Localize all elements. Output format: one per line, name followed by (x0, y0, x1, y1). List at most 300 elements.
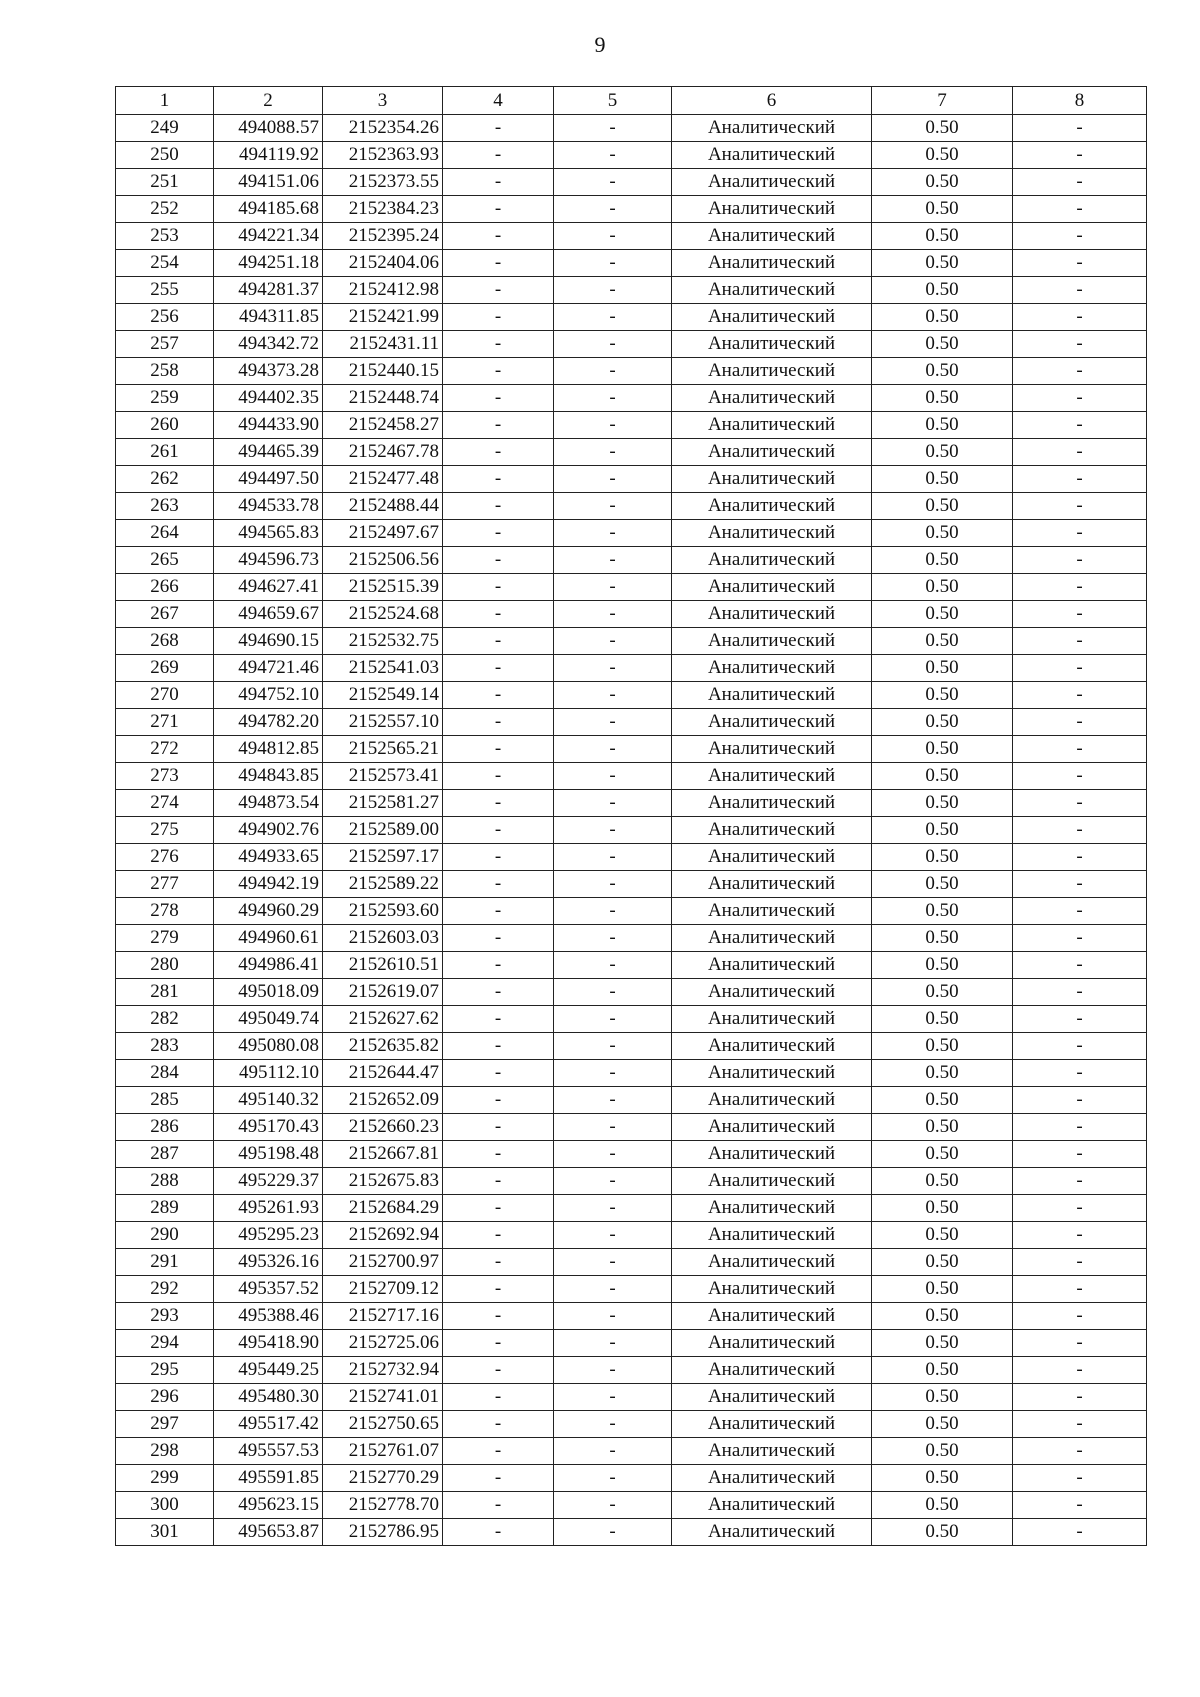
col4-cell: - (443, 1330, 554, 1357)
accuracy-cell: 0.50 (872, 1519, 1013, 1546)
accuracy-cell: 0.50 (872, 1357, 1013, 1384)
method-cell: Аналитический (672, 1168, 872, 1195)
col8-cell: - (1013, 547, 1147, 574)
y-coordinate-cell: 2152597.17 (323, 844, 443, 871)
col8-cell: - (1013, 466, 1147, 493)
accuracy-cell: 0.50 (872, 1006, 1013, 1033)
col5-cell: - (554, 574, 672, 601)
col8-cell: - (1013, 574, 1147, 601)
table-row (116, 1060, 1147, 1087)
y-coordinate-cell: 2152557.10 (323, 709, 443, 736)
method-cell: Аналитический (672, 223, 872, 250)
col4-cell: - (443, 979, 554, 1006)
col4-cell: - (443, 1276, 554, 1303)
table-row (116, 1276, 1147, 1303)
accuracy-cell: 0.50 (872, 169, 1013, 196)
x-coordinate-cell: 495112.10 (214, 1060, 323, 1087)
y-coordinate-cell: 2152725.06 (323, 1330, 443, 1357)
table-row (116, 1222, 1147, 1249)
table-row (116, 493, 1147, 520)
method-cell: Аналитический (672, 547, 872, 574)
col8-cell: - (1013, 1303, 1147, 1330)
y-coordinate-cell: 2152363.93 (323, 142, 443, 169)
y-coordinate-cell: 2152581.27 (323, 790, 443, 817)
accuracy-cell: 0.50 (872, 250, 1013, 277)
method-cell: Аналитический (672, 1357, 872, 1384)
y-coordinate-cell: 2152709.12 (323, 1276, 443, 1303)
table-row (116, 790, 1147, 817)
table-row (116, 250, 1147, 277)
col8-cell: - (1013, 520, 1147, 547)
col8-cell: - (1013, 250, 1147, 277)
point-number-cell: 257 (116, 331, 214, 358)
point-number-cell: 277 (116, 871, 214, 898)
y-coordinate-cell: 2152506.56 (323, 547, 443, 574)
table-row (116, 466, 1147, 493)
point-number-cell: 249 (116, 115, 214, 142)
method-cell: Аналитический (672, 250, 872, 277)
accuracy-cell: 0.50 (872, 412, 1013, 439)
y-coordinate-cell: 2152761.07 (323, 1438, 443, 1465)
point-number-cell: 296 (116, 1384, 214, 1411)
y-coordinate-cell: 2152373.55 (323, 169, 443, 196)
method-cell: Аналитический (672, 817, 872, 844)
col4-cell: - (443, 439, 554, 466)
method-cell: Аналитический (672, 601, 872, 628)
col5-cell: - (554, 952, 672, 979)
col4-cell: - (443, 385, 554, 412)
x-coordinate-cell: 494281.37 (214, 277, 323, 304)
accuracy-cell: 0.50 (872, 790, 1013, 817)
point-number-cell: 298 (116, 1438, 214, 1465)
accuracy-cell: 0.50 (872, 655, 1013, 682)
point-number-cell: 276 (116, 844, 214, 871)
method-cell: Аналитический (672, 277, 872, 304)
y-coordinate-cell: 2152395.24 (323, 223, 443, 250)
method-cell: Аналитический (672, 1465, 872, 1492)
col8-cell: - (1013, 655, 1147, 682)
table-row (116, 412, 1147, 439)
method-cell: Аналитический (672, 952, 872, 979)
table-row (116, 898, 1147, 925)
table-row (116, 196, 1147, 223)
accuracy-cell: 0.50 (872, 277, 1013, 304)
accuracy-cell: 0.50 (872, 385, 1013, 412)
y-coordinate-cell: 2152700.97 (323, 1249, 443, 1276)
col8-cell: - (1013, 1276, 1147, 1303)
col8-cell: - (1013, 196, 1147, 223)
col4-cell: - (443, 1006, 554, 1033)
col8-cell: - (1013, 439, 1147, 466)
x-coordinate-cell: 494311.85 (214, 304, 323, 331)
method-cell: Аналитический (672, 628, 872, 655)
col5-cell: - (554, 1195, 672, 1222)
col4-cell: - (443, 169, 554, 196)
col4-cell: - (443, 493, 554, 520)
point-number-cell: 299 (116, 1465, 214, 1492)
col5-cell: - (554, 1357, 672, 1384)
point-number-cell: 287 (116, 1141, 214, 1168)
point-number-cell: 262 (116, 466, 214, 493)
table-row (116, 844, 1147, 871)
method-cell: Аналитический (672, 682, 872, 709)
col5-cell: - (554, 925, 672, 952)
x-coordinate-cell: 495449.25 (214, 1357, 323, 1384)
col4-cell: - (443, 1249, 554, 1276)
table-row (116, 574, 1147, 601)
y-coordinate-cell: 2152635.82 (323, 1033, 443, 1060)
x-coordinate-cell: 494933.65 (214, 844, 323, 871)
x-coordinate-cell: 494373.28 (214, 358, 323, 385)
col5-cell: - (554, 1249, 672, 1276)
col4-cell: - (443, 1357, 554, 1384)
column-header: 7 (872, 87, 1013, 115)
y-coordinate-cell: 2152717.16 (323, 1303, 443, 1330)
x-coordinate-cell: 494402.35 (214, 385, 323, 412)
col8-cell: - (1013, 628, 1147, 655)
accuracy-cell: 0.50 (872, 1276, 1013, 1303)
point-number-cell: 294 (116, 1330, 214, 1357)
col4-cell: - (443, 628, 554, 655)
col5-cell: - (554, 1033, 672, 1060)
table-body (116, 115, 1147, 1546)
table-row (116, 952, 1147, 979)
x-coordinate-cell: 495049.74 (214, 1006, 323, 1033)
table-row (116, 1141, 1147, 1168)
col4-cell: - (443, 1411, 554, 1438)
accuracy-cell: 0.50 (872, 304, 1013, 331)
x-coordinate-cell: 494119.92 (214, 142, 323, 169)
accuracy-cell: 0.50 (872, 1249, 1013, 1276)
table-row (116, 1438, 1147, 1465)
col8-cell: - (1013, 1249, 1147, 1276)
col5-cell: - (554, 1303, 672, 1330)
y-coordinate-cell: 2152515.39 (323, 574, 443, 601)
y-coordinate-cell: 2152675.83 (323, 1168, 443, 1195)
point-number-cell: 278 (116, 898, 214, 925)
col4-cell: - (443, 1438, 554, 1465)
point-number-cell: 272 (116, 736, 214, 763)
point-number-cell: 250 (116, 142, 214, 169)
table-row (116, 277, 1147, 304)
table-row (116, 979, 1147, 1006)
x-coordinate-cell: 494782.20 (214, 709, 323, 736)
accuracy-cell: 0.50 (872, 763, 1013, 790)
method-cell: Аналитический (672, 655, 872, 682)
table-row (116, 520, 1147, 547)
col5-cell: - (554, 736, 672, 763)
x-coordinate-cell: 494251.18 (214, 250, 323, 277)
y-coordinate-cell: 2152524.68 (323, 601, 443, 628)
accuracy-cell: 0.50 (872, 601, 1013, 628)
col5-cell: - (554, 169, 672, 196)
column-header: 4 (443, 87, 554, 115)
y-coordinate-cell: 2152412.98 (323, 277, 443, 304)
col5-cell: - (554, 628, 672, 655)
col4-cell: - (443, 196, 554, 223)
table-row (116, 304, 1147, 331)
y-coordinate-cell: 2152541.03 (323, 655, 443, 682)
y-coordinate-cell: 2152532.75 (323, 628, 443, 655)
col8-cell: - (1013, 1330, 1147, 1357)
x-coordinate-cell: 494960.29 (214, 898, 323, 925)
table-row (116, 925, 1147, 952)
table-row (116, 763, 1147, 790)
accuracy-cell: 0.50 (872, 979, 1013, 1006)
y-coordinate-cell: 2152404.06 (323, 250, 443, 277)
x-coordinate-cell: 495261.93 (214, 1195, 323, 1222)
x-coordinate-cell: 494151.06 (214, 169, 323, 196)
x-coordinate-cell: 495140.32 (214, 1087, 323, 1114)
col4-cell: - (443, 1519, 554, 1546)
x-coordinate-cell: 495388.46 (214, 1303, 323, 1330)
x-coordinate-cell: 494986.41 (214, 952, 323, 979)
y-coordinate-cell: 2152477.48 (323, 466, 443, 493)
method-cell: Аналитический (672, 979, 872, 1006)
method-cell: Аналитический (672, 871, 872, 898)
x-coordinate-cell: 494342.72 (214, 331, 323, 358)
x-coordinate-cell: 494221.34 (214, 223, 323, 250)
x-coordinate-cell: 495557.53 (214, 1438, 323, 1465)
column-header: 1 (116, 87, 214, 115)
x-coordinate-cell: 495357.52 (214, 1276, 323, 1303)
table-row (116, 1006, 1147, 1033)
point-number-cell: 270 (116, 682, 214, 709)
col5-cell: - (554, 763, 672, 790)
point-number-cell: 284 (116, 1060, 214, 1087)
table-row (116, 1249, 1147, 1276)
method-cell: Аналитический (672, 1006, 872, 1033)
accuracy-cell: 0.50 (872, 1195, 1013, 1222)
x-coordinate-cell: 495295.23 (214, 1222, 323, 1249)
y-coordinate-cell: 2152458.27 (323, 412, 443, 439)
accuracy-cell: 0.50 (872, 1411, 1013, 1438)
col5-cell: - (554, 1060, 672, 1087)
method-cell: Аналитический (672, 1384, 872, 1411)
col8-cell: - (1013, 925, 1147, 952)
col4-cell: - (443, 763, 554, 790)
col5-cell: - (554, 547, 672, 574)
accuracy-cell: 0.50 (872, 493, 1013, 520)
x-coordinate-cell: 495418.90 (214, 1330, 323, 1357)
table-row (116, 169, 1147, 196)
col8-cell: - (1013, 736, 1147, 763)
point-number-cell: 281 (116, 979, 214, 1006)
table-row (116, 709, 1147, 736)
col5-cell: - (554, 277, 672, 304)
col4-cell: - (443, 520, 554, 547)
col5-cell: - (554, 1276, 672, 1303)
col5-cell: - (554, 385, 672, 412)
table-row (116, 682, 1147, 709)
accuracy-cell: 0.50 (872, 682, 1013, 709)
y-coordinate-cell: 2152488.44 (323, 493, 443, 520)
table-row (116, 439, 1147, 466)
x-coordinate-cell: 494596.73 (214, 547, 323, 574)
method-cell: Аналитический (672, 115, 872, 142)
point-number-cell: 273 (116, 763, 214, 790)
method-cell: Аналитический (672, 1411, 872, 1438)
col5-cell: - (554, 1114, 672, 1141)
method-cell: Аналитический (672, 169, 872, 196)
col5-cell: - (554, 223, 672, 250)
method-cell: Аналитический (672, 520, 872, 547)
accuracy-cell: 0.50 (872, 1303, 1013, 1330)
method-cell: Аналитический (672, 763, 872, 790)
y-coordinate-cell: 2152732.94 (323, 1357, 443, 1384)
col4-cell: - (443, 898, 554, 925)
method-cell: Аналитический (672, 1141, 872, 1168)
y-coordinate-cell: 2152565.21 (323, 736, 443, 763)
accuracy-cell: 0.50 (872, 223, 1013, 250)
col8-cell: - (1013, 142, 1147, 169)
col8-cell: - (1013, 601, 1147, 628)
y-coordinate-cell: 2152431.11 (323, 331, 443, 358)
col4-cell: - (443, 925, 554, 952)
point-number-cell: 256 (116, 304, 214, 331)
x-coordinate-cell: 494627.41 (214, 574, 323, 601)
y-coordinate-cell: 2152652.09 (323, 1087, 443, 1114)
col4-cell: - (443, 844, 554, 871)
col4-cell: - (443, 1465, 554, 1492)
point-number-cell: 253 (116, 223, 214, 250)
accuracy-cell: 0.50 (872, 844, 1013, 871)
y-coordinate-cell: 2152448.74 (323, 385, 443, 412)
x-coordinate-cell: 495326.16 (214, 1249, 323, 1276)
table-row (116, 628, 1147, 655)
col5-cell: - (554, 817, 672, 844)
y-coordinate-cell: 2152603.03 (323, 925, 443, 952)
point-number-cell: 290 (116, 1222, 214, 1249)
col8-cell: - (1013, 412, 1147, 439)
y-coordinate-cell: 2152384.23 (323, 196, 443, 223)
column-header: 8 (1013, 87, 1147, 115)
y-coordinate-cell: 2152354.26 (323, 115, 443, 142)
col8-cell: - (1013, 1114, 1147, 1141)
method-cell: Аналитический (672, 304, 872, 331)
y-coordinate-cell: 2152770.29 (323, 1465, 443, 1492)
column-header: 3 (323, 87, 443, 115)
accuracy-cell: 0.50 (872, 331, 1013, 358)
col5-cell: - (554, 1384, 672, 1411)
col4-cell: - (443, 1492, 554, 1519)
x-coordinate-cell: 494721.46 (214, 655, 323, 682)
table-row (116, 601, 1147, 628)
y-coordinate-cell: 2152440.15 (323, 358, 443, 385)
accuracy-cell: 0.50 (872, 628, 1013, 655)
method-cell: Аналитический (672, 1087, 872, 1114)
x-coordinate-cell: 494433.90 (214, 412, 323, 439)
col8-cell: - (1013, 385, 1147, 412)
accuracy-cell: 0.50 (872, 1033, 1013, 1060)
col5-cell: - (554, 520, 672, 547)
point-number-cell: 252 (116, 196, 214, 223)
col4-cell: - (443, 871, 554, 898)
col8-cell: - (1013, 1168, 1147, 1195)
col8-cell: - (1013, 1384, 1147, 1411)
accuracy-cell: 0.50 (872, 115, 1013, 142)
point-number-cell: 282 (116, 1006, 214, 1033)
table-row (116, 736, 1147, 763)
method-cell: Аналитический (672, 331, 872, 358)
col5-cell: - (554, 601, 672, 628)
y-coordinate-cell: 2152627.62 (323, 1006, 443, 1033)
accuracy-cell: 0.50 (872, 952, 1013, 979)
table-row (116, 142, 1147, 169)
col5-cell: - (554, 979, 672, 1006)
method-cell: Аналитический (672, 1060, 872, 1087)
col8-cell: - (1013, 871, 1147, 898)
col8-cell: - (1013, 1060, 1147, 1087)
point-number-cell: 251 (116, 169, 214, 196)
col4-cell: - (443, 250, 554, 277)
coordinates-table (115, 86, 1147, 1546)
col4-cell: - (443, 601, 554, 628)
point-number-cell: 261 (116, 439, 214, 466)
x-coordinate-cell: 495229.37 (214, 1168, 323, 1195)
col4-cell: - (443, 655, 554, 682)
col8-cell: - (1013, 1438, 1147, 1465)
table-row (116, 871, 1147, 898)
col8-cell: - (1013, 169, 1147, 196)
x-coordinate-cell: 495517.42 (214, 1411, 323, 1438)
col4-cell: - (443, 1087, 554, 1114)
accuracy-cell: 0.50 (872, 709, 1013, 736)
col5-cell: - (554, 1006, 672, 1033)
method-cell: Аналитический (672, 1492, 872, 1519)
col5-cell: - (554, 790, 672, 817)
col4-cell: - (443, 1114, 554, 1141)
point-number-cell: 260 (116, 412, 214, 439)
x-coordinate-cell: 494812.85 (214, 736, 323, 763)
col8-cell: - (1013, 709, 1147, 736)
point-number-cell: 255 (116, 277, 214, 304)
col4-cell: - (443, 709, 554, 736)
column-header: 2 (214, 87, 323, 115)
point-number-cell: 263 (116, 493, 214, 520)
col5-cell: - (554, 1087, 672, 1114)
point-number-cell: 292 (116, 1276, 214, 1303)
method-cell: Аналитический (672, 142, 872, 169)
accuracy-cell: 0.50 (872, 547, 1013, 574)
x-coordinate-cell: 495480.30 (214, 1384, 323, 1411)
x-coordinate-cell: 495198.48 (214, 1141, 323, 1168)
method-cell: Аналитический (672, 790, 872, 817)
method-cell: Аналитический (672, 898, 872, 925)
y-coordinate-cell: 2152741.01 (323, 1384, 443, 1411)
x-coordinate-cell: 494942.19 (214, 871, 323, 898)
col8-cell: - (1013, 1033, 1147, 1060)
accuracy-cell: 0.50 (872, 898, 1013, 925)
col4-cell: - (443, 1222, 554, 1249)
y-coordinate-cell: 2152467.78 (323, 439, 443, 466)
table-row (116, 1519, 1147, 1546)
point-number-cell: 301 (116, 1519, 214, 1546)
accuracy-cell: 0.50 (872, 466, 1013, 493)
x-coordinate-cell: 494873.54 (214, 790, 323, 817)
y-coordinate-cell: 2152593.60 (323, 898, 443, 925)
col8-cell: - (1013, 331, 1147, 358)
point-number-cell: 271 (116, 709, 214, 736)
x-coordinate-cell: 495653.87 (214, 1519, 323, 1546)
col4-cell: - (443, 115, 554, 142)
col8-cell: - (1013, 682, 1147, 709)
point-number-cell: 279 (116, 925, 214, 952)
table-row (116, 1195, 1147, 1222)
point-number-cell: 285 (116, 1087, 214, 1114)
col4-cell: - (443, 952, 554, 979)
x-coordinate-cell: 495170.43 (214, 1114, 323, 1141)
